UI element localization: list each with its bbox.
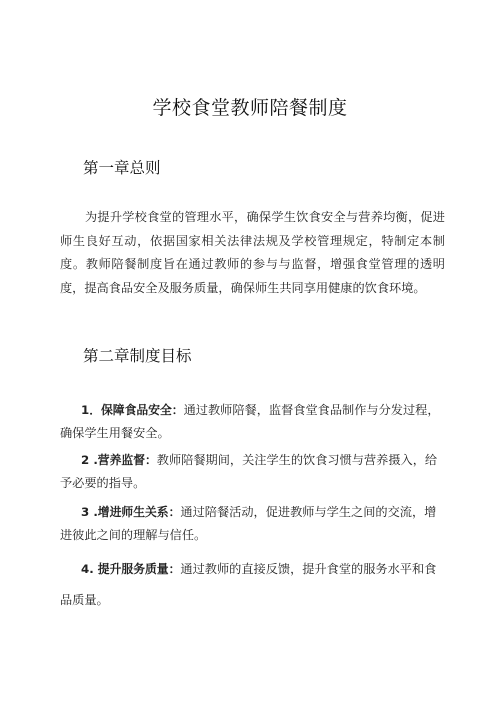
goal-item-service xyxy=(60,554,445,616)
goal-item-label: 3 .增进师生关系： xyxy=(81,505,181,519)
goal-item-relationship xyxy=(60,501,445,546)
chapter-1-heading: 第一章总则 xyxy=(83,159,161,177)
document-title: 学校食堂教师陪餐制度 xyxy=(152,97,348,119)
chapter-1-paragraph: 为提升学校食堂的管理水平，确保学生饮食安全与营养均衡，促进师生良好互动，依据国家相关法律法规及学校管理规定，特制定本制度。教师陪餐制度旨在通过教师的参与与监督，增强食堂管理的透明度，提高食品安全及服务质量，确保师生共同享用健康的饮食环境。 xyxy=(60,210,445,295)
goal-item-label: 1．保障食品安全： xyxy=(81,403,184,417)
goal-item-text: 通过陪餐活动，促进教师与学生之间的交流，增进彼此之间的理解与信任。 xyxy=(60,505,437,542)
goal-item-text: 通过教师的直接反馈，提升食堂的服务水平和食品质量。 xyxy=(60,562,437,607)
goal-item-label: 4. 提升服务质量： xyxy=(81,562,181,576)
goal-item-text: 通过教师陪餐，监督食堂食品制作与分发过程，确保学生用餐安全。 xyxy=(60,403,440,440)
goal-item-nutrition xyxy=(60,449,445,494)
goal-item-text: 教师陪餐期间，关注学生的饮食习惯与营养摄入，给予必要的指导。 xyxy=(60,453,438,490)
chapter-2-heading: 第二章制度目标 xyxy=(83,347,192,365)
goal-item-label: 2 .营养监督： xyxy=(81,453,157,467)
goal-item-food-safety xyxy=(60,399,445,444)
